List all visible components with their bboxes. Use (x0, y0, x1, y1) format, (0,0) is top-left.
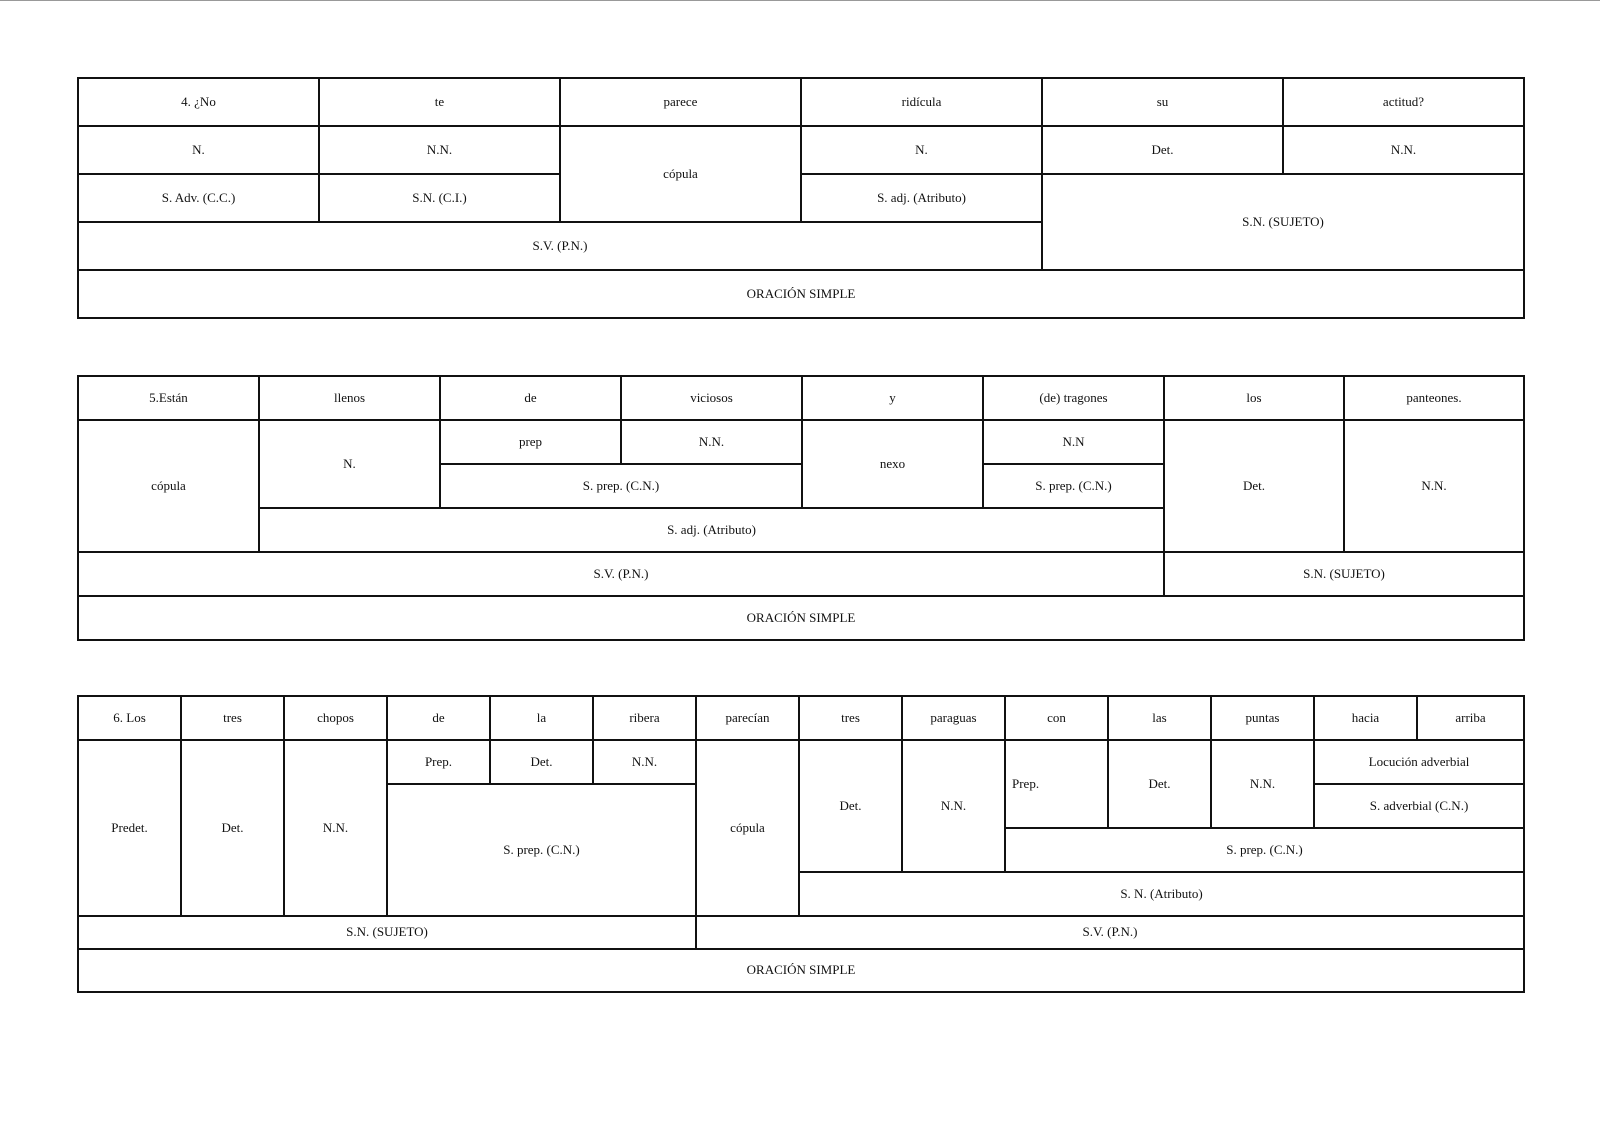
words-row (78, 376, 1524, 420)
category-row (78, 126, 1524, 174)
phrase-cell: S. prep. (C.N.) (1005, 828, 1524, 872)
predicate-cell: S.V. (P.N.) (696, 916, 1524, 949)
word-cell: y (802, 376, 983, 420)
sentence-type-cell: ORACIÓN SIMPLE (78, 270, 1524, 318)
word-cell: viciosos (621, 376, 802, 420)
word-cell: tres (181, 696, 284, 740)
analysis-cell: Locución adverbial (1314, 740, 1524, 784)
word-cell: parecían (696, 696, 799, 740)
word-cell: su (1042, 78, 1283, 126)
subject-cell: S.N. (SUJETO) (1164, 552, 1524, 596)
word-cell: las (1108, 696, 1211, 740)
analysis-cell: N.N. (1283, 126, 1524, 174)
word-cell: ribera (593, 696, 696, 740)
analysis-cell: N. (78, 126, 319, 174)
analysis-cell: N.N. (284, 740, 387, 916)
analysis-cell: N.N. (1211, 740, 1314, 828)
phrase-cell: S. prep. (C.N.) (983, 464, 1164, 508)
analysis-cell: nexo (802, 420, 983, 508)
subject-cell: S.N. (SUJETO) (78, 916, 696, 949)
analysis-cell: N.N (983, 420, 1164, 464)
word-cell: puntas (1211, 696, 1314, 740)
analysis-cell: Det. (1108, 740, 1211, 828)
phrase-row (78, 174, 1524, 222)
word-cell: parece (560, 78, 801, 126)
word-cell: te (319, 78, 560, 126)
phrase-cell: S.N. (C.I.) (319, 174, 560, 222)
analysis-cell: Det. (490, 740, 593, 784)
phrase-cell: S. adverbial (C.N.) (1314, 784, 1524, 828)
analysis-cell: Predet. (78, 740, 181, 916)
word-cell: ridícula (801, 78, 1042, 126)
analysis-cell: N. (259, 420, 440, 508)
words-row (78, 78, 1524, 126)
word-cell: 6. Los (78, 696, 181, 740)
phrase-cell: S. Adv. (C.C.) (78, 174, 319, 222)
word-cell: arriba (1417, 696, 1524, 740)
word-cell: actitud? (1283, 78, 1524, 126)
analysis-table-5 (77, 375, 1525, 641)
category-row (78, 740, 1524, 784)
analysis-cell: Prep. (387, 740, 490, 784)
sentence-row (78, 596, 1524, 640)
analysis-cell: Det. (799, 740, 902, 872)
word-cell: chopos (284, 696, 387, 740)
analysis-table-6 (77, 695, 1525, 993)
analysis-cell: N.N. (319, 126, 560, 174)
subject-cell: S.N. (SUJETO) (1042, 174, 1524, 270)
word-cell: de (387, 696, 490, 740)
predicate-cell: S.V. (P.N.) (78, 552, 1164, 596)
word-cell: paraguas (902, 696, 1005, 740)
phrase-cell: S. prep. (C.N.) (387, 784, 696, 916)
analysis-cell: N.N. (593, 740, 696, 784)
attribute-cell: S. adj. (Atributo) (259, 508, 1164, 552)
predicate-row (78, 552, 1524, 596)
top-rule (0, 0, 1600, 1)
analysis-cell: prep (440, 420, 621, 464)
category-row (78, 420, 1524, 464)
analysis-cell: Prep. (1005, 740, 1108, 828)
word-cell: de (440, 376, 621, 420)
sentence-row (78, 270, 1524, 318)
predicate-cell: S.V. (P.N.) (78, 222, 1042, 270)
analysis-cell: Det. (181, 740, 284, 916)
analysis-cell: N.N. (902, 740, 1005, 872)
sentence-type-cell: ORACIÓN SIMPLE (78, 949, 1524, 992)
analysis-cell: N.N. (1344, 420, 1524, 552)
words-row (78, 696, 1524, 740)
analysis-cell: N. (801, 126, 1042, 174)
analysis-cell: cópula (696, 740, 799, 916)
attribute-cell: S. N. (Atributo) (799, 872, 1524, 916)
function-row (78, 916, 1524, 949)
sentence-row (78, 949, 1524, 992)
sentence-type-cell: ORACIÓN SIMPLE (78, 596, 1524, 640)
word-cell: llenos (259, 376, 440, 420)
word-cell: 4. ¿No (78, 78, 319, 126)
word-cell: los (1164, 376, 1344, 420)
analysis-cell: Det. (1042, 126, 1283, 174)
analysis-cell: N.N. (621, 420, 802, 464)
word-cell: (de) tragones (983, 376, 1164, 420)
word-cell: con (1005, 696, 1108, 740)
analysis-cell: cópula (560, 126, 801, 222)
word-cell: panteones. (1344, 376, 1524, 420)
phrase-cell: S. prep. (C.N.) (440, 464, 802, 508)
word-cell: tres (799, 696, 902, 740)
word-cell: 5.Están (78, 376, 259, 420)
analysis-cell: cópula (78, 420, 259, 552)
word-cell: hacia (1314, 696, 1417, 740)
analysis-cell: Det. (1164, 420, 1344, 552)
word-cell: la (490, 696, 593, 740)
analysis-table-4 (77, 77, 1525, 319)
phrase-cell: S. adj. (Atributo) (801, 174, 1042, 222)
